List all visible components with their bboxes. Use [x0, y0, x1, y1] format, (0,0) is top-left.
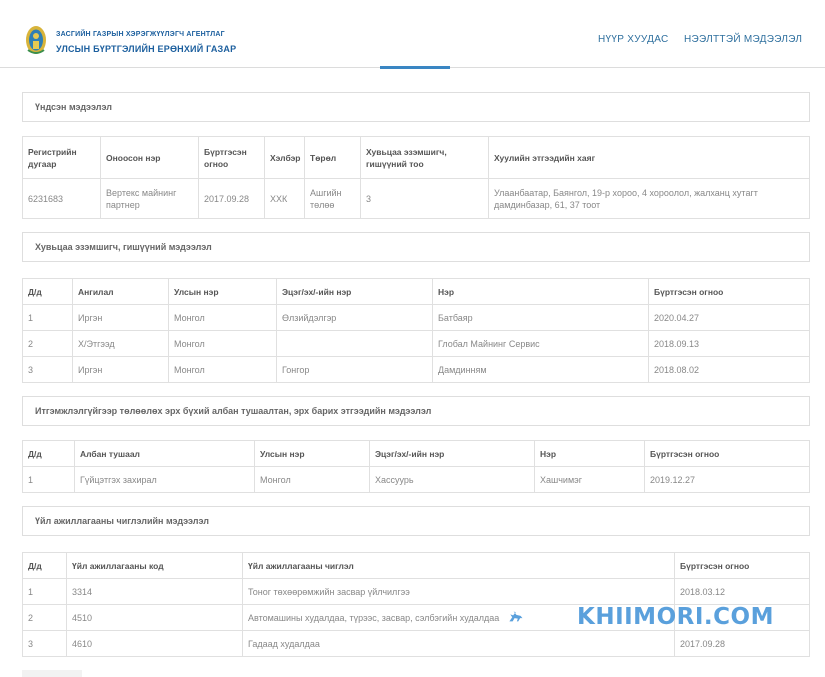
table-row — [23, 305, 810, 331]
column-header: Нэр — [433, 279, 649, 305]
table-cell: Иргэн — [73, 357, 169, 383]
nav-home[interactable]: НҮҮР ХУУДАС — [598, 34, 669, 45]
table-cell: 2 — [23, 605, 67, 631]
table-cell: Х/Этгээд — [73, 331, 169, 357]
table-cell: 3 — [361, 179, 489, 219]
table-cell: 3 — [23, 631, 67, 657]
table-cell: 2 — [23, 331, 73, 357]
column-header: Үйл ажиллагааны чиглэл — [243, 553, 675, 579]
basic-info-title: Үндсэн мэдээлэл — [35, 102, 112, 112]
column-header: Хуулийн этгээдийн хаяг — [489, 137, 810, 179]
column-header: Бүртгэсэн огноо — [645, 441, 810, 467]
table-cell: Хассуурь — [370, 467, 535, 493]
table-cell: Ашгийн төлөө — [305, 179, 361, 219]
table-cell: 1 — [23, 579, 67, 605]
column-header: Үйл ажиллагааны код — [67, 553, 243, 579]
shareholders-table — [22, 278, 810, 383]
shareholders-table-box — [22, 278, 810, 383]
column-header: Хувьцаа эзэмшигч, гишүүний тоо — [361, 137, 489, 179]
table-cell: Иргэн — [73, 305, 169, 331]
officials-title: Итгэмжлэлгүйгээр төлөөлөх эрх бүхий албан тушаалтан, эрх барих этгээдийн мэдээлэл — [35, 406, 432, 416]
table-row — [23, 331, 810, 357]
table-cell: 1 — [23, 305, 73, 331]
table-cell: Батбаяр — [433, 305, 649, 331]
column-header: Нэр — [535, 441, 645, 467]
state-emblem-icon[interactable] — [24, 24, 48, 56]
table-cell: Улаанбаатар, Баянгол, 19-р хороо, 4 хороолол, жалханц хутагт дамдинбазар, 61, 37 тоот — [489, 179, 810, 219]
table-cell: Глобал Майнинг Сервис — [433, 331, 649, 357]
table-cell — [277, 331, 433, 357]
table-row — [23, 357, 810, 383]
table-cell: 3 — [23, 357, 73, 383]
column-header: Эцэг/эх/-ийн нэр — [370, 441, 535, 467]
nav-open-data[interactable]: НЭЭЛТТЭЙ МЭДЭЭЛЭЛ — [684, 34, 803, 45]
table-cell: Гүйцэтгэх захирал — [75, 467, 255, 493]
table-cell: Монгол — [169, 357, 277, 383]
table-cell: 2018.09.13 — [649, 331, 810, 357]
column-header: Д/д — [23, 553, 67, 579]
column-header: Д/д — [23, 279, 73, 305]
table-cell: Вертекс майнинг партнер — [101, 179, 199, 219]
table-cell: 2018.03.12 — [675, 579, 810, 605]
table-row — [23, 631, 810, 657]
table-cell: Тоног төхөөрөмжийн засвар үйлчилгээ — [243, 579, 675, 605]
column-header: Бүртгэсэн огноо — [649, 279, 810, 305]
active-nav-indicator — [380, 66, 450, 69]
table-row — [23, 579, 810, 605]
table-cell: 2017.09.28 — [675, 631, 810, 657]
table-cell: 4610 — [67, 631, 243, 657]
basic-info-table — [22, 136, 810, 219]
table-cell: Дамдинням — [433, 357, 649, 383]
horse-icon — [508, 592, 578, 642]
table-cell: 2017.09.28 — [199, 179, 265, 219]
table-cell: Өлзийдэлгэр — [277, 305, 433, 331]
table-cell: 2019.12.27 — [645, 467, 810, 493]
table-cell: 3314 — [67, 579, 243, 605]
column-header: Улсын нэр — [255, 441, 370, 467]
agency-subtitle: ЗАСГИЙН ГАЗРЫН ХЭРЭГЖҮҮЛЭГЧ АГЕНТЛАГ — [56, 31, 225, 38]
table-cell: 6231683 — [23, 179, 101, 219]
table-cell: 1 — [23, 467, 75, 493]
table-row — [23, 179, 810, 219]
column-header: Регистрийн дугаар — [23, 137, 101, 179]
column-header: Бүртгэсэн огноо — [199, 137, 265, 179]
officials-table-box — [22, 440, 810, 493]
table-cell: Хашчимэг — [535, 467, 645, 493]
table-cell: 2020.04.27 — [649, 305, 810, 331]
table-cell: Монгол — [169, 331, 277, 357]
site-header — [0, 0, 825, 68]
table-cell: 2018.08.02 — [649, 357, 810, 383]
shareholders-title: Хувьцаа эзэмшигч, гишүүний мэдээлэл — [35, 242, 212, 252]
column-header: Эцэг/эх/-ийн нэр — [277, 279, 433, 305]
table-row — [23, 467, 810, 493]
column-header: Оноосон нэр — [101, 137, 199, 179]
basic-info-header-box — [22, 92, 810, 122]
agency-title: УЛСЫН БҮРТГЭЛИЙН ЕРӨНХИЙ ГАЗАР — [56, 44, 237, 54]
basic-info-table-box — [22, 136, 810, 220]
column-header: Албан тушаал — [75, 441, 255, 467]
table-cell: Монгол — [169, 305, 277, 331]
table-cell: Автомашины худалдаа, түрээс, засвар, сэлбэгийн худалдаа — [243, 605, 675, 631]
activities-title: Үйл ажиллагааны чиглэлийн мэдээлэл — [35, 516, 209, 526]
column-header: Төрөл — [305, 137, 361, 179]
table-cell: Монгол — [255, 467, 370, 493]
table-cell: 4510 — [67, 605, 243, 631]
officials-table — [22, 440, 810, 493]
column-header: Ангилал — [73, 279, 169, 305]
watermark-text: KHIIMORI.COM — [577, 604, 774, 630]
column-header: Д/д — [23, 441, 75, 467]
bottom-fragment — [22, 670, 82, 677]
column-header: Хэлбэр — [265, 137, 305, 179]
table-cell: Гонгор — [277, 357, 433, 383]
table-cell: ХХК — [265, 179, 305, 219]
column-header: Улсын нэр — [169, 279, 277, 305]
table-cell: Гадаад худалдаа — [243, 631, 675, 657]
column-header: Бүртгэсэн огноо — [675, 553, 810, 579]
